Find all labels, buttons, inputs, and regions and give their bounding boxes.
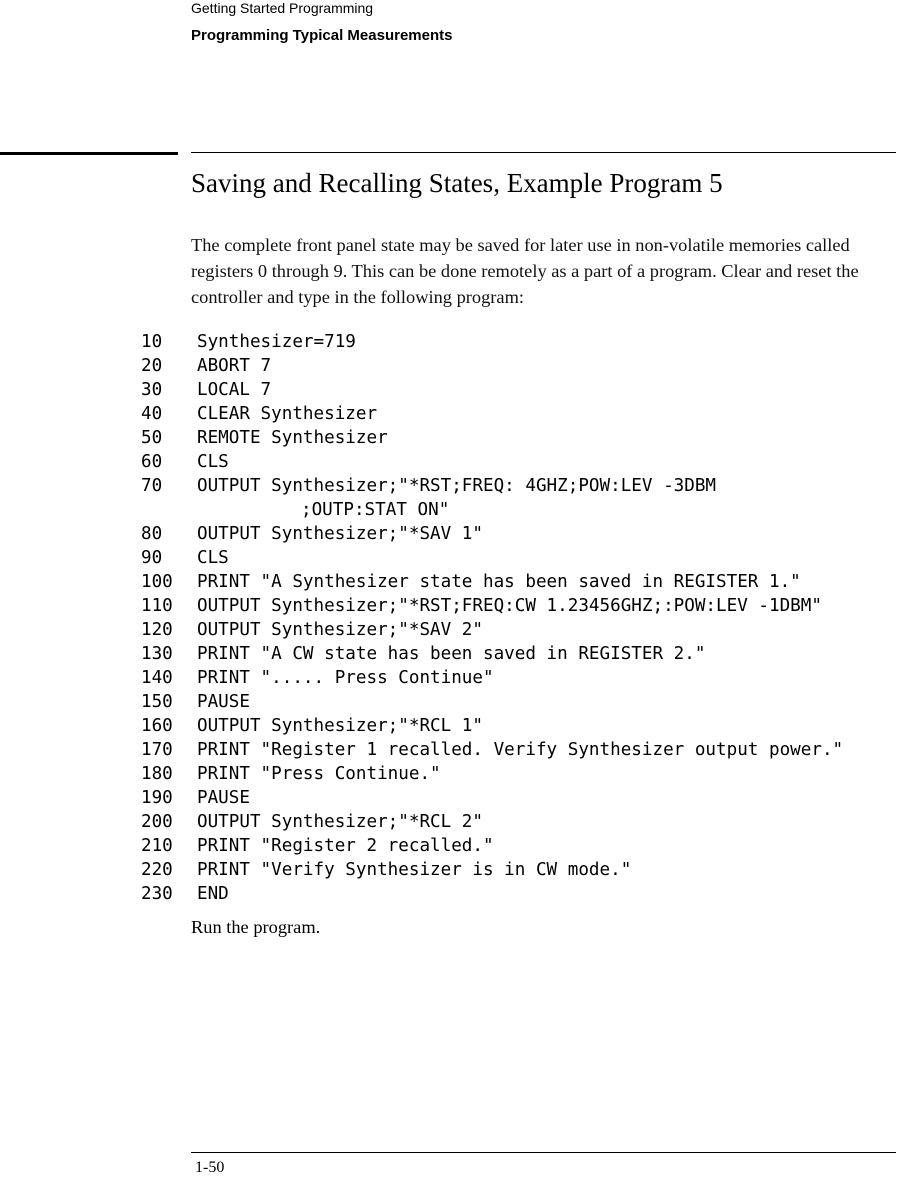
code-text: OUTPUT Synthesizer;"*RST;FREQ: 4GHZ;POW:LEV -3DBM bbox=[197, 476, 717, 496]
code-text: PRINT "..... Press Continue" bbox=[197, 668, 494, 688]
code-line bbox=[141, 762, 900, 786]
code-line bbox=[141, 714, 900, 738]
code-text: OUTPUT Synthesizer;"*SAV 2" bbox=[197, 620, 483, 640]
line-number: 10 bbox=[141, 332, 163, 352]
code-line bbox=[141, 618, 900, 642]
line-number: 90 bbox=[141, 548, 163, 568]
closing-paragraph: Run the program. bbox=[191, 917, 321, 937]
line-number bbox=[141, 498, 197, 522]
section-rule-thin bbox=[191, 152, 896, 153]
code-text: END bbox=[197, 884, 229, 904]
line-number: 210 bbox=[141, 836, 173, 856]
code-line bbox=[141, 810, 900, 834]
code-line bbox=[141, 858, 900, 882]
code-text: OUTPUT Synthesizer;"*RCL 1" bbox=[197, 716, 483, 736]
code-line bbox=[141, 738, 900, 762]
line-number: 170 bbox=[141, 740, 173, 760]
section-title: Saving and Recalling States, Example Program 5 bbox=[191, 168, 723, 198]
line-number: 70 bbox=[141, 476, 163, 496]
line-number: 200 bbox=[141, 812, 173, 832]
line-number: 130 bbox=[141, 644, 173, 664]
code-text: CLS bbox=[197, 452, 229, 472]
code-text: PRINT "Register 2 recalled." bbox=[197, 836, 494, 856]
line-number: 190 bbox=[141, 788, 173, 808]
line-number: 120 bbox=[141, 620, 173, 640]
code-text: OUTPUT Synthesizer;"*RST;FREQ:CW 1.23456GHZ;:POW:LEV -1DBM" bbox=[197, 596, 822, 616]
line-number: 110 bbox=[141, 596, 173, 616]
section-rule-thick bbox=[0, 152, 178, 155]
code-line bbox=[141, 786, 900, 810]
line-number: 80 bbox=[141, 524, 163, 544]
code-line bbox=[141, 330, 900, 354]
code-line bbox=[141, 354, 900, 378]
code-text: OUTPUT Synthesizer;"*SAV 1" bbox=[197, 524, 483, 544]
line-number: 180 bbox=[141, 764, 173, 784]
code-text: CLEAR Synthesizer bbox=[197, 404, 378, 424]
footer-rule bbox=[191, 1152, 896, 1153]
line-number: 40 bbox=[141, 404, 163, 424]
page-number: 1-50 bbox=[195, 1159, 225, 1176]
intro-paragraph: The complete front panel state may be saved for later use in non-volatile memories called registers 0 through 9. This can be done remotely as a part of a program. Clear and reset the controller and type in the following program: bbox=[191, 235, 859, 307]
code-text: LOCAL 7 bbox=[197, 380, 272, 400]
code-line bbox=[141, 450, 900, 474]
code-line bbox=[141, 378, 900, 402]
code-text: PRINT "Verify Synthesizer is in CW mode." bbox=[197, 860, 632, 880]
code-text: OUTPUT Synthesizer;"*RCL 2" bbox=[197, 812, 483, 832]
code-text: PAUSE bbox=[197, 692, 250, 712]
code-line bbox=[141, 570, 900, 594]
code-text: PRINT "A Synthesizer state has been saved in REGISTER 1." bbox=[197, 572, 801, 592]
line-number: 20 bbox=[141, 356, 163, 376]
code-text: PAUSE bbox=[197, 788, 250, 808]
running-header-section: Getting Started Programming bbox=[191, 0, 374, 16]
line-number: 150 bbox=[141, 692, 173, 712]
line-number: 60 bbox=[141, 452, 163, 472]
code-line bbox=[141, 882, 900, 906]
code-line bbox=[141, 546, 900, 570]
running-header-subsection: Programming Typical Measurements bbox=[191, 27, 453, 44]
code-listing bbox=[141, 330, 900, 906]
code-line bbox=[141, 690, 900, 714]
code-line bbox=[141, 402, 900, 426]
code-line bbox=[141, 594, 900, 618]
code-text: PRINT "Press Continue." bbox=[197, 764, 441, 784]
line-number: 50 bbox=[141, 428, 163, 448]
code-line bbox=[141, 474, 900, 498]
code-text: Synthesizer=719 bbox=[197, 332, 356, 352]
code-line bbox=[141, 426, 900, 450]
line-number: 140 bbox=[141, 668, 173, 688]
code-line-continuation bbox=[141, 498, 900, 522]
code-text: REMOTE Synthesizer bbox=[197, 428, 388, 448]
line-number: 100 bbox=[141, 572, 173, 592]
code-text: CLS bbox=[197, 548, 229, 568]
line-number: 30 bbox=[141, 380, 163, 400]
line-number: 160 bbox=[141, 716, 173, 736]
code-text: PRINT "Register 1 recalled. Verify Synthesizer output power." bbox=[197, 740, 844, 760]
code-text: ABORT 7 bbox=[197, 356, 272, 376]
code-line bbox=[141, 642, 900, 666]
line-number: 220 bbox=[141, 860, 173, 880]
code-text: PRINT "A CW state has been saved in REGISTER 2." bbox=[197, 644, 706, 664]
code-text: ;OUTP:STAT ON" bbox=[301, 500, 450, 520]
code-line bbox=[141, 666, 900, 690]
code-line bbox=[141, 834, 900, 858]
code-line bbox=[141, 522, 900, 546]
line-number: 230 bbox=[141, 884, 173, 904]
